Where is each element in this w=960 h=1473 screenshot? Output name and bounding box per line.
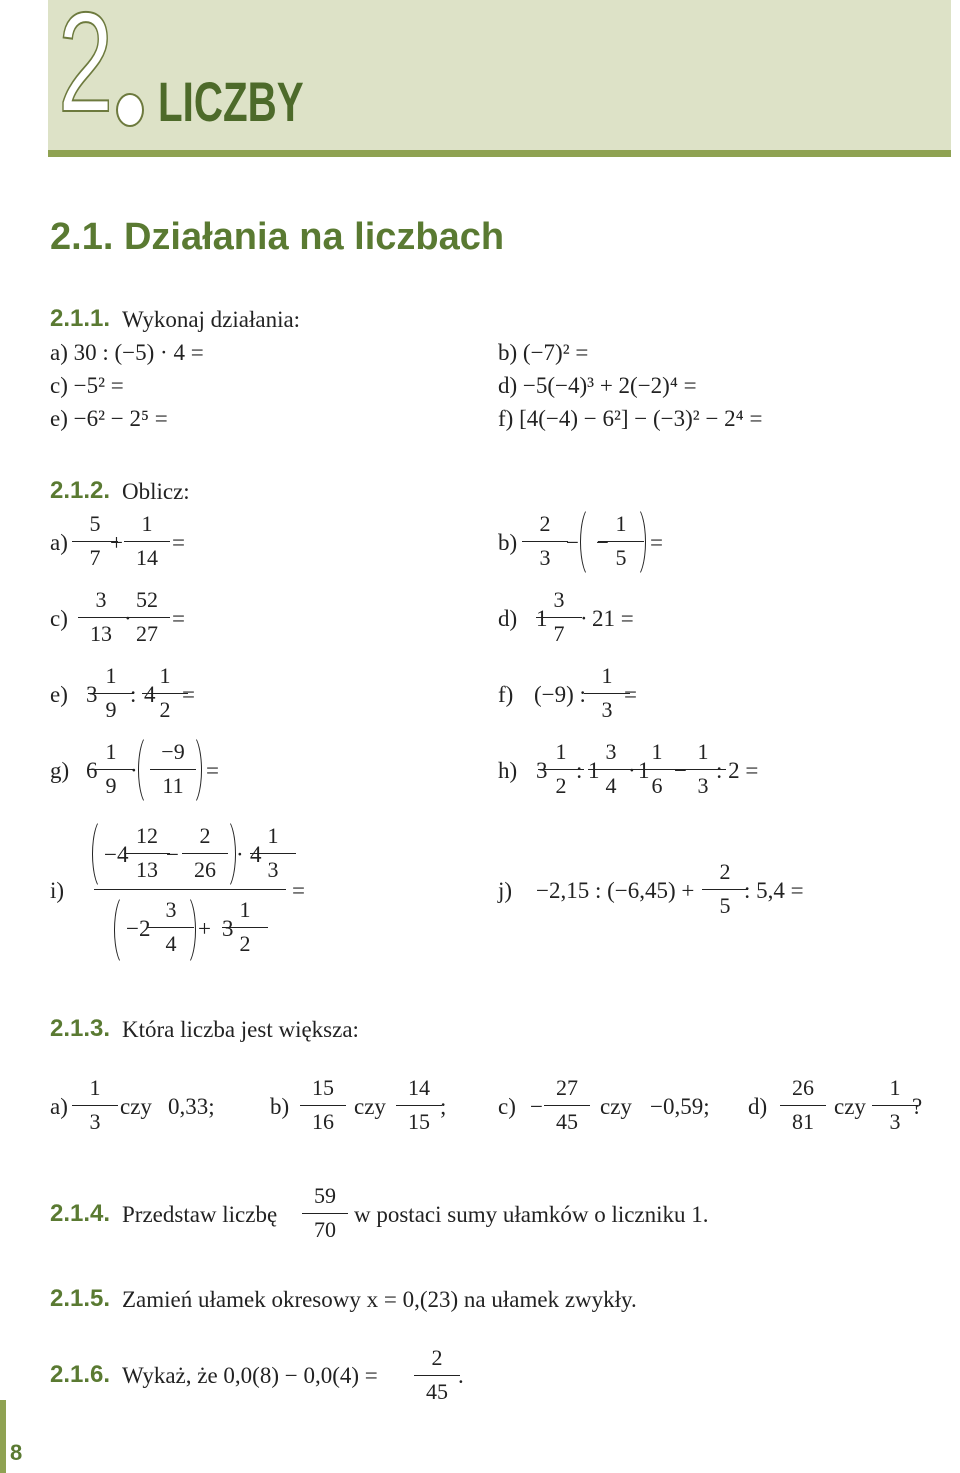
ex1-item-e: e) −6² − 2⁵ =: [50, 406, 168, 431]
right-paren: [624, 506, 646, 578]
exercise-text: Przedstaw liczbę: [122, 1202, 278, 1227]
exercise-number: 2.1.4.: [50, 1200, 111, 1227]
whole-part: 1: [588, 758, 600, 783]
exercise-prompt: Która liczba jest większa:: [122, 1017, 359, 1042]
operator: ·: [124, 606, 132, 631]
fraction: 1 2: [142, 664, 188, 722]
section-title: 2.1. Działania na liczbach: [50, 216, 505, 258]
operator: =: [182, 682, 195, 707]
whole-part: −2: [126, 916, 151, 941]
fraction: 1 5: [598, 512, 644, 570]
whole-part: 3: [536, 758, 548, 783]
ex1-item-c: c) −5² =: [50, 373, 124, 398]
operator: ·: [236, 842, 244, 867]
fraction: 2 5: [702, 860, 748, 918]
chapter-header-rule: [48, 150, 951, 157]
item-label: a): [50, 530, 68, 555]
ex1-item-d: d) −5(−4)³ + 2(−2)⁴ =: [498, 373, 697, 398]
item-label: f): [498, 682, 514, 707]
operator: −: [566, 530, 579, 555]
fraction: 12 13: [124, 824, 170, 882]
fraction: 3 13: [78, 588, 124, 646]
exercise-number: 2.1.2.: [50, 477, 111, 504]
page-number: 8: [10, 1440, 23, 1465]
whole-part: 6: [86, 758, 98, 783]
fraction: 26 81: [780, 1076, 826, 1134]
ex1-item-a: a) 30 : (−5) · 4 =: [50, 340, 204, 365]
exercise-number: 2.1.6.: [50, 1361, 111, 1388]
chapter-number: 2: [58, 0, 114, 142]
chapter-title: LICZBY: [158, 70, 304, 133]
item-label: i): [50, 878, 65, 903]
exercise-text: Wykaż, że 0,0(8) − 0,0(4) =: [122, 1363, 378, 1388]
exercise-prompt: Oblicz:: [122, 479, 190, 504]
fraction: 59 70: [302, 1184, 348, 1242]
operator: +: [110, 530, 123, 555]
operator: ·: [628, 758, 636, 783]
whole-part: 4: [250, 842, 262, 867]
ex1-item-f: f) [4(−4) − 6²] − (−3)² − 2⁴ =: [498, 406, 763, 431]
item-label: a): [50, 1094, 68, 1119]
item-label: c): [50, 606, 68, 631]
fraction: 27 45: [544, 1076, 590, 1134]
exercise-text: Zamień ułamek okresowy x = 0,(23) na ułamek zwykły.: [122, 1287, 637, 1312]
page-edge-marker: [0, 1400, 6, 1473]
punct: .: [458, 1363, 464, 1388]
fraction: 1 14: [124, 512, 170, 570]
value: −0,59;: [650, 1094, 710, 1119]
exercise-number: 2.1.1.: [50, 305, 111, 332]
item-label: d): [498, 606, 518, 631]
whole-part: 1: [536, 606, 548, 631]
item-label: j): [498, 878, 513, 903]
operator: :: [130, 682, 137, 707]
whole-part: −4: [104, 842, 129, 867]
fraction: 14 15: [396, 1076, 442, 1134]
item-label: b): [498, 530, 518, 555]
operator: ·: [580, 606, 588, 631]
item-label: h): [498, 758, 518, 783]
fraction: 1 9: [88, 664, 134, 722]
operator: −: [166, 842, 179, 867]
exercise-text: w postaci sumy ułamków o liczniku 1.: [354, 1202, 709, 1227]
word-czy: czy: [354, 1094, 386, 1119]
fraction: 1 3: [680, 740, 726, 798]
fraction: 1 3: [584, 664, 630, 722]
fraction: 15 16: [300, 1076, 346, 1134]
operator: =: [624, 682, 637, 707]
fraction: −9 11: [150, 740, 196, 798]
fraction: 1 9: [88, 740, 134, 798]
fraction: 3 4: [588, 740, 634, 798]
fraction: 1 6: [634, 740, 680, 798]
fraction: 1 2: [538, 740, 584, 798]
value: 0,33;: [168, 1094, 215, 1119]
operator: =: [292, 878, 305, 903]
whole-part: 3: [222, 916, 234, 941]
fraction: 1 3: [72, 1076, 118, 1134]
operator: =: [650, 530, 663, 555]
fraction: 52 27: [124, 588, 170, 646]
main-fraction-bar: [94, 889, 286, 890]
fraction: 2 26: [182, 824, 228, 882]
exercise-number: 2.1.5.: [50, 1285, 111, 1312]
word-czy: czy: [834, 1094, 866, 1119]
ex1-item-b: b) (−7)² =: [498, 340, 589, 365]
punct: ;: [440, 1094, 447, 1119]
right-paren: [174, 894, 196, 966]
expression: −2,15 : (−6,45) +: [536, 878, 695, 903]
operator: =: [206, 758, 219, 783]
fraction: 1 2: [222, 898, 268, 956]
item-label: c): [498, 1094, 516, 1119]
whole-part: 1: [638, 758, 650, 783]
fraction: 3 4: [148, 898, 194, 956]
operator: =: [172, 530, 185, 555]
whole-part: 4: [144, 682, 156, 707]
chapter-number-dot: [116, 93, 144, 127]
fraction: 2 45: [414, 1346, 460, 1404]
exercise-prompt: Wykonaj działania:: [122, 307, 301, 332]
fraction: 3 7: [536, 588, 582, 646]
operator: =: [172, 606, 185, 631]
right-paren: [214, 818, 236, 890]
operator: :: [576, 758, 583, 783]
item-label: g): [50, 758, 70, 783]
fraction: 1 3: [872, 1076, 918, 1134]
word-czy: czy: [120, 1094, 152, 1119]
operator: −: [674, 758, 687, 783]
expression: : 2 =: [716, 758, 759, 783]
operator: −: [530, 1094, 543, 1119]
punct: ?: [912, 1094, 923, 1119]
operator: −: [596, 530, 609, 555]
whole-part: 3: [86, 682, 98, 707]
operator: ·: [130, 758, 138, 783]
right-paren: [180, 734, 202, 806]
expression: (−9) :: [534, 682, 586, 707]
expression: : 5,4 =: [744, 878, 804, 903]
word-czy: czy: [600, 1094, 632, 1119]
exercise-number: 2.1.3.: [50, 1015, 111, 1042]
fraction: 1 3: [250, 824, 296, 882]
expression: 21 =: [592, 606, 634, 631]
operator: +: [198, 916, 211, 941]
fraction: 5 7: [72, 512, 118, 570]
item-label: b): [270, 1094, 290, 1119]
item-label: e): [50, 682, 68, 707]
item-label: d): [748, 1094, 768, 1119]
fraction: 2 3: [522, 512, 568, 570]
